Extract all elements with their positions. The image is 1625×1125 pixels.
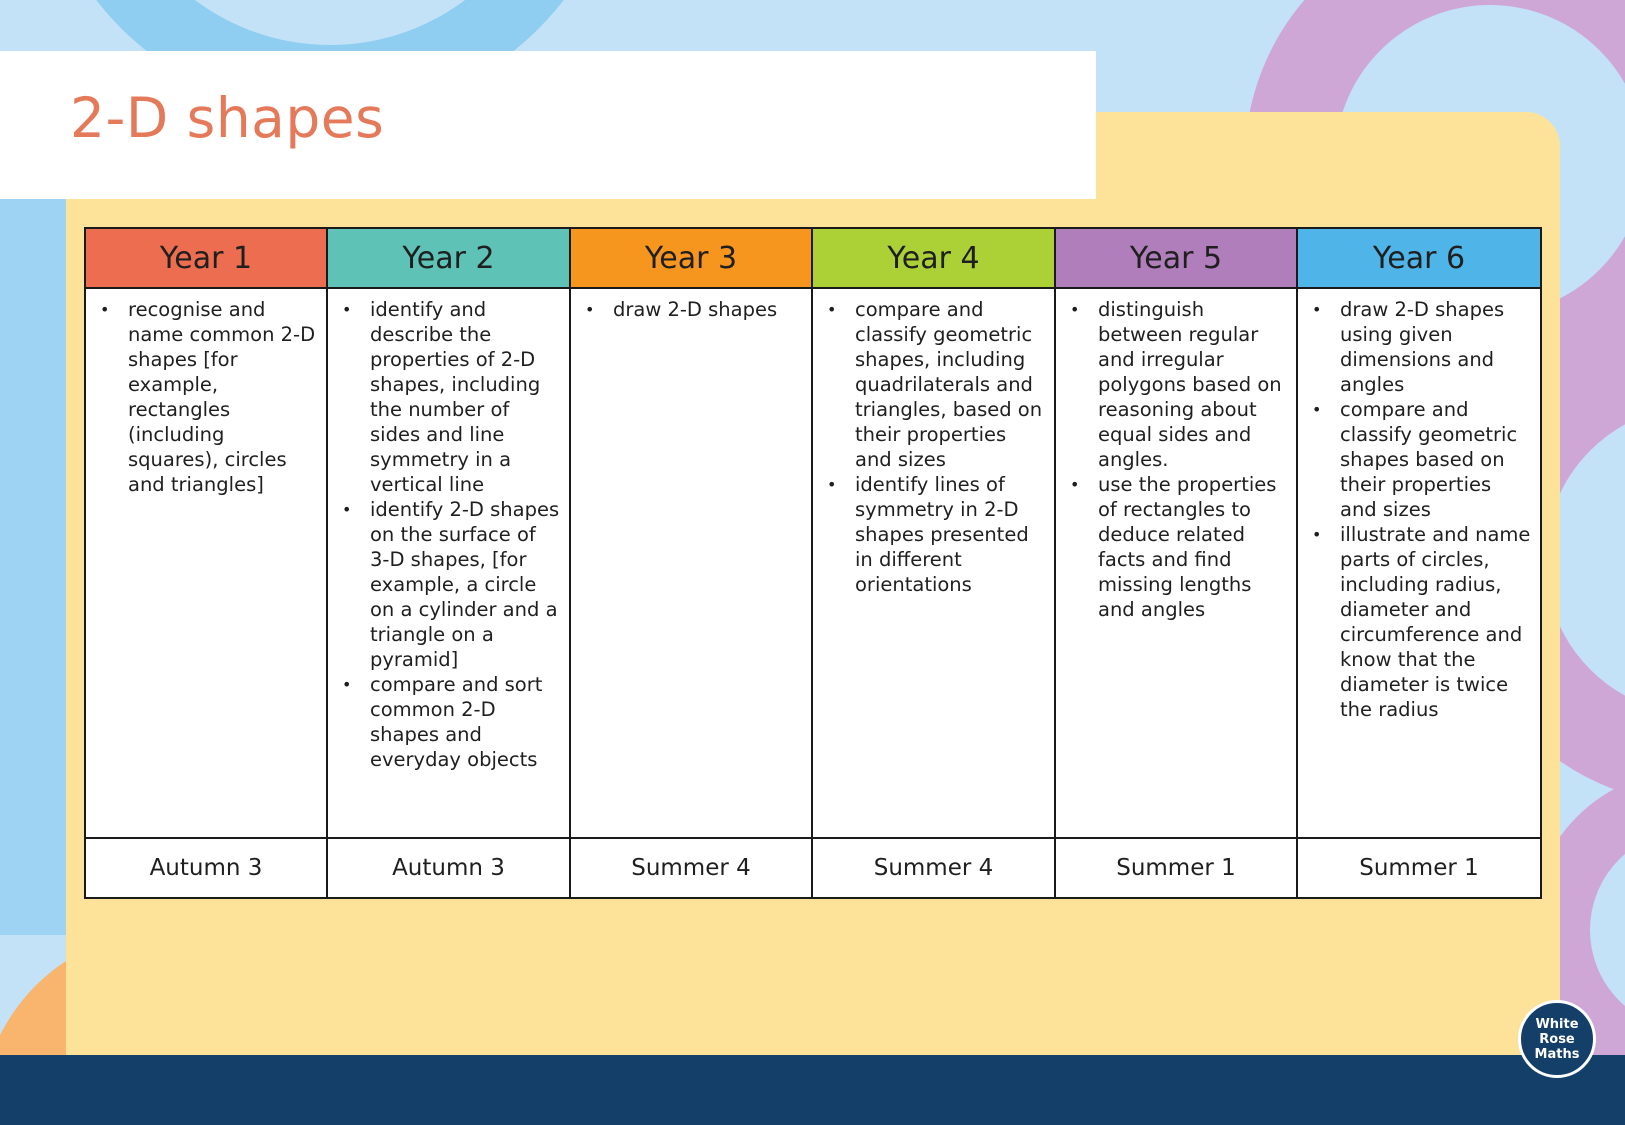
objective-item: • identify and describe the properties of 2-D shapes, including the number of sides and line symmetry in a vertical line [338, 297, 561, 497]
year-header: Year 6 [1297, 228, 1541, 288]
objectives-cell [1055, 288, 1297, 838]
year-header: Year 5 [1055, 228, 1297, 288]
year-header: Year 3 [570, 228, 812, 288]
objective-item: • distinguish between regular and irregular polygons based on reasoning about equal sides and angles. [1066, 297, 1288, 472]
page-title: 2-D shapes [70, 86, 385, 150]
term-cell: Summer 4 [812, 838, 1055, 898]
term-cell: Summer 1 [1297, 838, 1541, 898]
logo-text: Rose [1539, 1031, 1575, 1047]
objective-item: • identify 2-D shapes on the surface of 3-D shapes, [for example, a circle on a cylinder and a triangle on a pyramid] [338, 497, 561, 672]
objective-item: • recognise and name common 2-D shapes [for example, rectangles (including squares), circles and triangles] [96, 297, 318, 497]
logo-text: White [1535, 1016, 1579, 1032]
term-cell: Summer 4 [570, 838, 812, 898]
objective-item: • illustrate and name parts of circles, including radius, diameter and circumference and know that the diameter is twice the radius [1308, 522, 1532, 722]
objective-item: • identify lines of symmetry in 2-D shapes presented in different orientations [823, 472, 1046, 597]
objectives-cell [570, 288, 812, 838]
term-cell: Autumn 3 [85, 838, 327, 898]
objectives-list [338, 297, 561, 772]
objectives-list [1066, 297, 1288, 622]
objectives-list [823, 297, 1046, 597]
logo-text: Maths [1534, 1046, 1580, 1062]
objectives-list [96, 297, 318, 497]
year-header: Year 2 [327, 228, 570, 288]
objectives-cell [812, 288, 1055, 838]
year-header: Year 4 [812, 228, 1055, 288]
objectives-cell [85, 288, 327, 838]
objective-item: • compare and classify geometric shapes, including quadrilaterals and triangles, based on their properties and sizes [823, 297, 1046, 472]
objective-item: • draw 2-D shapes using given dimensions and angles [1308, 297, 1532, 397]
header-row [85, 228, 1541, 288]
objective-item: • use the properties of rectangles to deduce related facts and find missing lengths and angles [1066, 472, 1288, 622]
footer-bar [0, 1055, 1625, 1125]
curriculum-table [84, 227, 1542, 899]
objectives-cell [327, 288, 570, 838]
term-cell: Autumn 3 [327, 838, 570, 898]
objectives-list [581, 297, 803, 322]
objectives-list [1308, 297, 1532, 722]
objective-item: • compare and sort common 2-D shapes and everyday objects [338, 672, 561, 772]
year-header: Year 1 [85, 228, 327, 288]
term-row [85, 838, 1541, 898]
white-rose-maths-logo [1518, 1000, 1596, 1078]
term-cell: Summer 1 [1055, 838, 1297, 898]
objectives-cell [1297, 288, 1541, 838]
objective-item: • compare and classify geometric shapes based on their properties and sizes [1308, 397, 1532, 522]
objectives-row [85, 288, 1541, 838]
objective-item: • draw 2-D shapes [581, 297, 803, 322]
